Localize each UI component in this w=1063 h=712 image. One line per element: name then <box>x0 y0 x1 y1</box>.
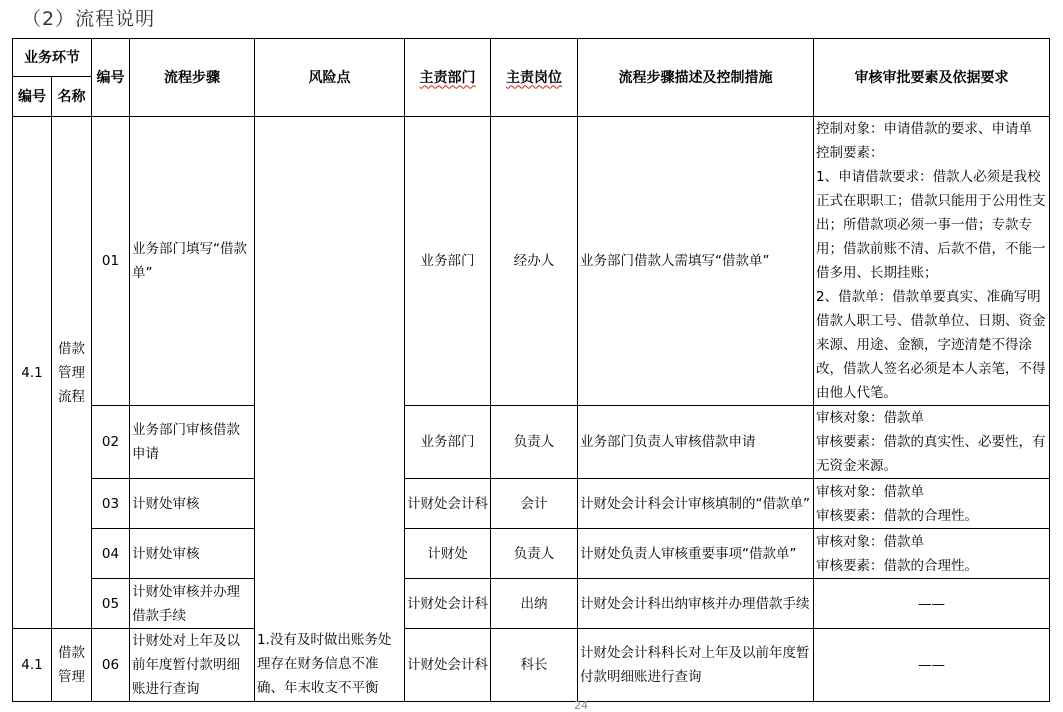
header-risk: 风险点 <box>255 39 405 117</box>
group-code: 4.1 <box>13 629 52 702</box>
table-row <box>13 629 1050 702</box>
post-cell: 负责人 <box>491 529 578 579</box>
header-link-name: 名称 <box>52 77 92 117</box>
post-cell: 科长 <box>491 629 578 702</box>
dept-cell: 计财处会计科 <box>405 629 491 702</box>
header-link-code: 编号 <box>13 77 52 117</box>
audit-cell: 审核对象：借款单 审核要素：借款的合理性。 <box>814 529 1050 579</box>
desc-cell: 计财处会计科会计审核填制的“借款单” <box>578 479 814 529</box>
table-row <box>13 117 1050 406</box>
step-name: 计财处审核 <box>130 479 255 529</box>
header-business-link: 业务环节 <box>13 39 92 77</box>
dept-cell: 业务部门 <box>405 117 491 406</box>
header-dept <box>405 39 491 117</box>
step-no: 01 <box>92 117 130 406</box>
step-no: 05 <box>92 579 130 629</box>
post-cell: 出纳 <box>491 579 578 629</box>
table-row <box>13 406 1050 479</box>
step-no: 04 <box>92 529 130 579</box>
section-heading: （2）流程说明 <box>22 8 156 30</box>
dept-cell: 业务部门 <box>405 406 491 479</box>
table-row <box>13 479 1050 529</box>
post-cell: 会计 <box>491 479 578 529</box>
step-no: 03 <box>92 479 130 529</box>
post-cell: 负责人 <box>491 406 578 479</box>
post-cell: 经办人 <box>491 117 578 406</box>
step-no: 02 <box>92 406 130 479</box>
audit-cell: —— <box>814 579 1050 629</box>
risk-cell: 1.没有及时做出账务处理存在财务信息不准确、年末收支不平衡 <box>255 117 405 702</box>
dept-cell: 计财处 <box>405 529 491 579</box>
group-name: 借款 管理 <box>52 629 92 702</box>
dept-cell: 计财处会计科 <box>405 579 491 629</box>
header-step: 流程步骤 <box>130 39 255 117</box>
header-desc: 流程步骤描述及控制措施 <box>578 39 814 117</box>
step-name: 业务部门审核借款申请 <box>130 406 255 479</box>
page-number: 24 <box>574 699 588 712</box>
desc-cell: 业务部门负责人审核借款申请 <box>578 406 814 479</box>
group-name: 借款 管理 流程 <box>52 117 92 629</box>
header-post <box>491 39 578 117</box>
header-post-text: 主责岗位 <box>506 69 562 86</box>
step-name: 计财处对上年及以前年度暂付款明细账进行查询 <box>130 629 255 702</box>
dept-cell: 计财处会计科 <box>405 479 491 529</box>
desc-cell: 计财处负责人审核重要事项“借款单” <box>578 529 814 579</box>
table-row <box>13 529 1050 579</box>
desc-cell: 业务部门借款人需填写“借款单” <box>578 117 814 406</box>
audit-cell: 审核对象：借款单 审核要素：借款的真实性、必要性，有无资金来源。 <box>814 406 1050 479</box>
step-no: 06 <box>92 629 130 702</box>
group-code: 4.1 <box>13 117 52 629</box>
table-row <box>13 579 1050 629</box>
audit-cell: 控制对象：申请借款的要求、申请单 控制要素： 1、申请借款要求：借款人必须是我校正式在职职工；借款只能用于公用性支出；所借款项必须一事一借；专款专用；借款前账不清、后款不借，不能一借多用、长期挂账； 2、借款单：借款单要真实、准确写明借款人职工号、借款单位、日期、资金来源、用途、金额，字迹清楚不得涂改，借款人签名必须是本人亲笔，不得由他人代笔。 <box>814 117 1050 406</box>
audit-cell: —— <box>814 629 1050 702</box>
header-step-no: 编号 <box>92 39 130 117</box>
header-audit: 审核审批要素及依据要求 <box>814 39 1050 117</box>
desc-cell: 计财处会计科科长对上年及以前年度暂付款明细账进行查询 <box>578 629 814 702</box>
header-row-1 <box>13 39 1050 77</box>
step-name: 计财处审核并办理借款手续 <box>130 579 255 629</box>
desc-cell: 计财处会计科出纳审核并办理借款手续 <box>578 579 814 629</box>
step-name: 计财处审核 <box>130 529 255 579</box>
audit-cell: 审核对象：借款单 审核要素：借款的合理性。 <box>814 479 1050 529</box>
process-table <box>12 38 1050 702</box>
step-name: 业务部门填写“借款单” <box>130 117 255 406</box>
header-dept-text: 主责部门 <box>419 69 476 86</box>
